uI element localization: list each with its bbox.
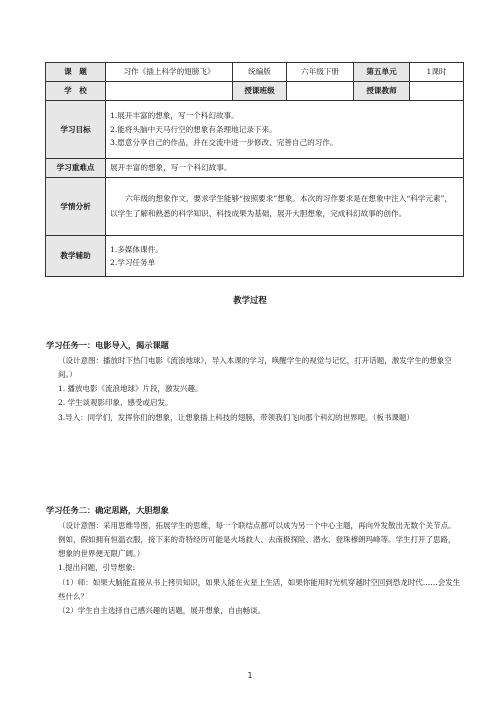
table-row [46,63,464,82]
lesson-title: 习作《插上科学的翅膀飞》 [106,63,233,82]
process-heading: 教学过程 [233,295,267,305]
key-difficult-label: 学习重难点 [46,159,106,178]
topic-label: 课 题 [46,63,106,82]
aids-content [106,236,464,277]
task1-step: 2. 学生谈观影印象、感受或启发。 [58,398,173,408]
goal-item: 1.展开丰富的想象，写一个科幻故事。 [110,111,239,121]
teacher-value [410,82,464,101]
hours-cell: 1课时 [410,63,464,82]
analysis-text: 六年级的想象作文，要求学生能够“按照要求”想象。本次的习作要求是在想象中注入“科学元素”，以学生了解和熟悉的科学知识、科技成果为基础，展开大胆想象，完成科幻故事的创作。 [110,194,453,218]
grade-cell: 六年级下册 [287,63,354,82]
lesson-info-table [45,62,464,277]
teacher-label: 授课教师 [354,82,410,101]
task2-step: 1.提出问题，引导想象: [58,563,136,573]
edition-cell: 统编版 [233,63,287,82]
table-row [46,82,464,101]
task1-title: 学习任务一：电影导入，揭示课题 [46,340,169,350]
key-difficult-content: 展开丰富的想象，写一个科幻故事。 [106,159,464,178]
table-row [46,101,464,159]
task1-step: 1. 播放电影《流浪地球》片段，激发兴趣。 [58,384,203,394]
task2-section [46,503,462,618]
task1-step: 3.导入：同学们，发挥你们的想象，让想象插上科技的翅膀，带领我们飞向那个科幻的世界吧。（板书课题） [58,412,414,422]
task1-section [46,338,462,425]
goals-label: 学习目标 [46,101,106,159]
task2-step: （2）学生自主选择自己感兴趣的话题，展开想象，自由畅谈。 [58,606,266,616]
goal-item: 2.能将头脑中天马行空的想象有条理地记录下来。 [110,124,277,134]
aid-item: 2.学习任务单 [110,258,156,267]
task1-design: （设计意图：播放时下热门电影《流浪地球》，导入本课的学习，唤醒学生的视觉与记忆，打开话题，激发学生的想象空间。） [58,355,452,379]
unit-cell: 第五单元 [354,63,410,82]
analysis-content [106,178,464,236]
school-value [106,82,233,101]
table-row [46,178,464,236]
table-row [46,159,464,178]
analysis-label: 学情分析 [46,178,106,236]
aid-item: 1.多媒体课件。 [110,244,163,254]
class-value [287,82,354,101]
task2-design: （设计意图：采用思维导图，拓展学生的思维，每一个联结点都可以成为另一个中心主题，再向外发散出无数个关节点。例如，假如拥有恒温衣服，接下来的奇特经历可能是火场救人、去南极探险、潜水、登珠穆朗玛峰等。学生打开了思路，想象的世界便无限广阔。） [58,520,456,559]
page-number: 1 [247,671,253,680]
school-label: 学 校 [46,82,106,101]
goals-content [106,101,464,159]
goal-item: 3.愿意分享自己的作品，并在交流中进一步修改、完善自己的习作。 [110,138,338,148]
class-label: 授课班级 [233,82,287,101]
task2-title: 学习任务二：确定思路，大胆想象 [46,505,169,515]
task2-step: （1）师：如果大脑能直接从书上拷贝知识，如果人能在火星上生活，如果你能用时光机穿越时空回到恐龙时代……会发生些什么？ [58,577,461,601]
table-row [46,236,464,277]
aids-label: 教学辅助 [46,236,106,277]
